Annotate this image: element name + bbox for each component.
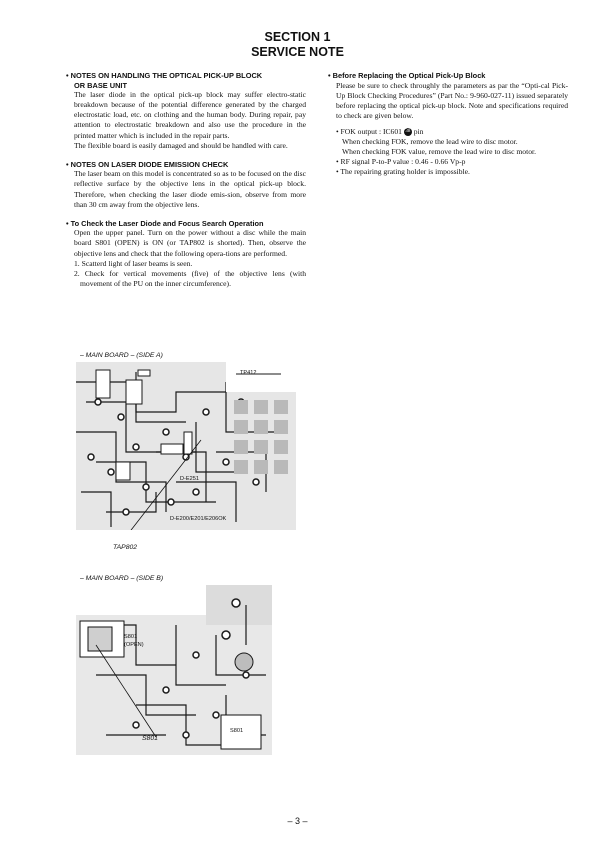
- list-item-1: 1. Scatterd light of laser beams is seen.: [74, 258, 193, 268]
- paragraph-laser-emission: The laser beam on this model is concentrated so as to be focused on the disc reflective surface by the objective lens in the optical pick-up block. Therefore, when checking the laser diode emis-sion, observe from more than 30 cm away from the objective lens.: [74, 169, 306, 209]
- section-title: SECTION 1: [264, 30, 331, 44]
- page-subtitle: SERVICE NOTE: [251, 45, 344, 59]
- page-number: – 3 –: [287, 816, 308, 826]
- paragraph-flexible-board: The flexible board is easily damaged and should be handled with care.: [74, 140, 288, 150]
- heading-before-replacing: • Before Replacing the Optical Pick-Up Block: [328, 71, 486, 80]
- d-e200-label: D-E200/E201/E206OK: [170, 516, 227, 522]
- right-column: [328, 71, 568, 177]
- paragraph-focus-search: Open the upper panel. Turn on the power without a disc while the main board S801 (OPEN) is ON (or TAP802 is shorted). Then, observe the objective lens and check that the following opera-tions are performed.: [74, 228, 306, 258]
- d-e251-label: D-E251: [180, 476, 199, 482]
- heading-optical-pickup-cont: OR BASE UNIT: [74, 80, 127, 90]
- heading-focus-search: • To Check the Laser Diode and Focus Search Operation: [66, 218, 264, 228]
- figure-a-caption: – MAIN BOARD – (SIDE A): [80, 352, 163, 359]
- bullet-rf-signal: • RF signal P-to-P value : 0.46 - 0.66 Vp-p: [336, 157, 466, 167]
- fok-pin-label: pin: [413, 126, 424, 136]
- list-item-2: 2. Check for vertical movements (five) of the objective lens (with movement of the PU on the inner circumference).: [74, 268, 306, 288]
- heading-optical-pickup: • NOTES ON HANDLING THE OPTICAL PICK-UP BLOCK: [66, 71, 263, 80]
- s801-chip-label: S801: [230, 728, 244, 734]
- heading-laser-emission: • NOTES ON LASER DIODE EMISSION CHECK: [66, 159, 229, 169]
- tp412-label: TP412: [240, 370, 257, 376]
- pcb-side-a-diagram: [76, 362, 296, 530]
- paragraph-before-replacing: Please be sure to check throughly the parameters as par the “Opti-cal Pick-Up Block Checking Procedures” (Part No.: 9-960-027-11) issued separately before replacing the optical pick-up block. Note and specifications required to check are given below.: [336, 80, 568, 120]
- fok-note-2: When checking FOK value, remove the lead wire to disc motor.: [342, 147, 537, 157]
- left-column: [66, 71, 306, 289]
- fok-note-1: When checking FOK, remove the lead wire to disc motor.: [342, 137, 518, 147]
- s801-callout-label: S801: [142, 735, 158, 742]
- paragraph-electrostatic: The laser diode in the optical pick-up block may suffer electro-static breakdown because of the potential difference generated by the charged electrostatic load, etc. on clothing and the human body. During repair, pay attention to electrostatic breakdown and also use the procedure in the printed matter which is included in the repair parts.: [74, 90, 306, 140]
- figure-b-caption: – MAIN BOARD – (SIDE B): [80, 575, 164, 582]
- s801-open-label: (OPEN): [124, 642, 144, 648]
- fok-label: • FOK output : IC601: [336, 126, 402, 136]
- s801-label: S801: [124, 634, 138, 640]
- bullet-grating-holder: • The repairing grating holder is impossible.: [336, 167, 470, 177]
- tap802-label: TAP802: [113, 544, 138, 551]
- pin-number-badge: 38: [405, 129, 411, 135]
- bullet-fok-output: [328, 127, 568, 137]
